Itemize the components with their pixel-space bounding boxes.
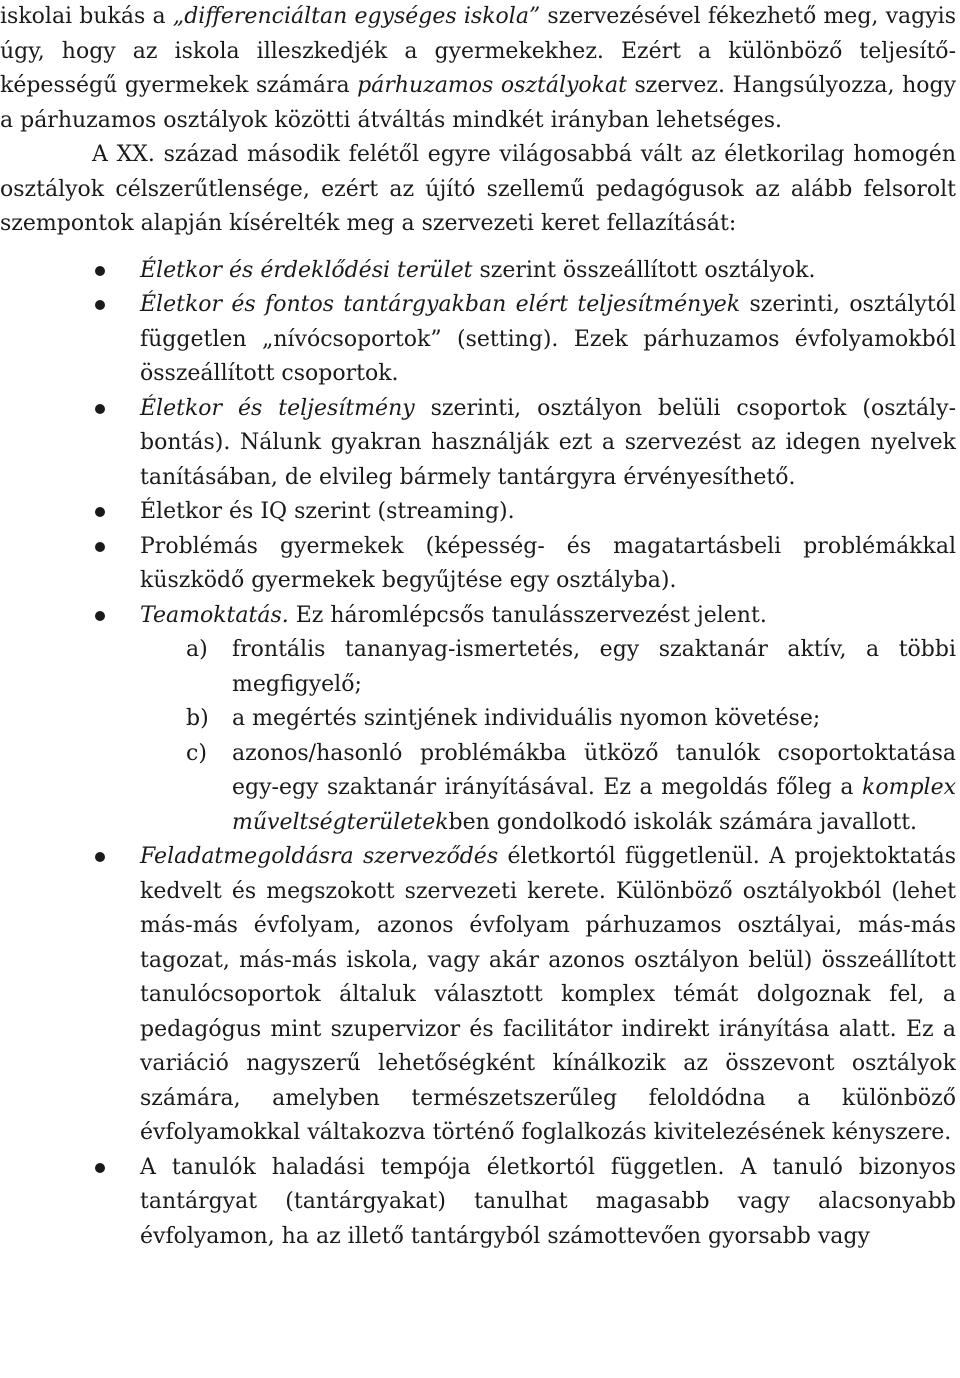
italic-term: Feladatmegoldásra szerveződés <box>140 844 499 869</box>
sub-item <box>140 702 956 737</box>
italic-term: Teamoktatás. <box>140 602 289 628</box>
list-item-text: szerint összeállított osztályok. <box>472 257 816 283</box>
italic-term: „differenciáltan egységes iskola” <box>172 4 541 29</box>
list-item-text: Életkor és IQ szerint (streaming). <box>140 499 515 524</box>
bullet-icon <box>95 852 105 862</box>
sub-item-marker: a) <box>186 637 208 662</box>
list-item <box>0 254 956 289</box>
sub-item <box>140 633 956 702</box>
list-item <box>0 288 956 392</box>
list-item <box>0 392 956 496</box>
list-item <box>0 495 956 530</box>
text-run: szervez. Hangsúlyozza, hogy a párhuzamos osztályok közötti átváltás mindkét irányban lehetséges. <box>0 73 956 133</box>
list-item-text: Problémás gyermekek (képesség- és magatartásbeli problémákkal küszködő gyermekek begyűjtése egy osztályba). <box>140 533 956 593</box>
italic-term: párhuzamos osztályokat <box>357 73 627 98</box>
bullet-icon <box>95 611 105 621</box>
bullet-icon <box>95 507 105 517</box>
italic-term: Életkor és teljesítmény <box>140 395 415 421</box>
sub-item-text: frontális tananyag-ismertetés, egy szaktanár aktív, a többi megfigyelő; <box>232 637 956 697</box>
text-run: szervezésével fékezhető meg, vagyis úgy, hogy az iskola illeszkedjék a gyermekekhez. Ezért a különböző teljesítőképességű gyermekek számára <box>0 4 956 98</box>
list-item-text: szerinti, osztályon belüli csoportok (osztálybontás). Nálunk gyakran használják ezt a szervezést az idegen nyelvek tanításában, de elvileg bármely tantárgyra érvényesíthető. <box>140 395 956 490</box>
bullet-icon <box>95 404 105 414</box>
list-item-feladat <box>0 840 956 1151</box>
sub-item-marker: b) <box>186 706 209 731</box>
sub-item-text: a megértés szintjének individuális nyomon követése; <box>232 706 821 731</box>
italic-term: Életkor és érdeklődési terület <box>140 257 473 283</box>
list-item-text: Ez háromlépcsős tanulásszervezést jelent. <box>288 602 767 628</box>
italic-term: komplex műveltségterületek <box>232 775 956 835</box>
bullet-icon <box>95 266 105 276</box>
list-item-text: A tanulók haladási tempója életkortól független. A tanuló bizonyos tantárgyat (tantárgyakat) tanulhat magasabb vagy alacsonyabb évfolyamon, ha az illető tantárgyból számottevően gyorsabb vagy <box>140 1154 956 1249</box>
list-item-tempo <box>0 1151 956 1255</box>
sub-item-text: azonos/hasonló problémákba ütköző tanulók csoportoktatása egy-egy szaktanár irányításával. Ez a megoldás főleg a <box>232 740 956 800</box>
sub-item-text: ben gondolkodó iskolák számára javallott. <box>448 809 918 835</box>
italic-term: Életkor és fontos tantárgyakban elért teljesítmények <box>140 292 741 317</box>
list-item <box>0 530 956 599</box>
paragraph-intro <box>0 0 956 138</box>
bullet-list <box>0 254 956 1255</box>
sub-list <box>140 633 956 840</box>
list-item-team <box>0 599 956 841</box>
sub-item-marker: c) <box>186 740 207 766</box>
bullet-icon <box>95 542 105 552</box>
text-run: iskolai bukás a <box>0 4 173 29</box>
bullet-icon <box>95 1163 105 1173</box>
paragraph-xx-century: A XX. század második felétől egyre világosabbá vált az életkorilag homogén osztályok célszerűtlensége, ezért az újító szellemű pedagógusok az alább felsorolt szempontok alapján kísérelték meg a szervezeti keret fellazítását: <box>0 142 956 236</box>
sub-item <box>140 737 956 841</box>
list-item-text: szerinti, osztálytól független „nívócsoportok” (setting). Ezek párhuzamos évfolyamokból összeállított csoportok. <box>140 292 956 386</box>
bullet-icon <box>95 300 105 310</box>
list-item-text: életkortól függetlenül. A projektoktatás kedvelt és megszokott szervezeti kerete. Különböző osztályokból (lehet más-más évfolyam, azonos évfolyam párhuzamos osztályai, más-más tagozat, más-más iskola, vagy akár azonos osztályon belül) összeállított tanulócsoportok általuk választott komplex témát dolgoznak fel, a pedagógus mint szupervizor és facilitátor indirekt irányítása alatt. Ez a variáció nagyszerű lehetőségként kínálkozik az összevont osztályok számára, amelyben természetszerűleg feloldódna a különböző évfolyamokkal váltakozva történő foglalkozás kivitelezésének kényszere. <box>140 844 956 1145</box>
